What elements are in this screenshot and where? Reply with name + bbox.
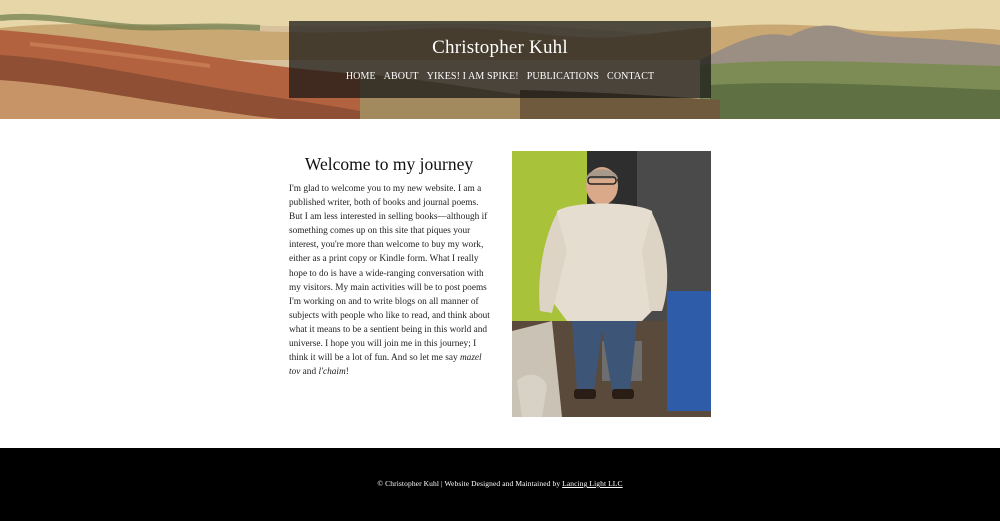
site-title-box: [289, 21, 711, 98]
welcome-paragraph: [289, 182, 491, 379]
nav-contact[interactable]: CONTACT: [607, 71, 655, 82]
nav-yikes-i-am-spike[interactable]: YIKES! I AM SPIKE!: [426, 71, 519, 82]
mazel-tov-text: mazel tov: [289, 353, 482, 378]
exclamation-text: !: [345, 367, 349, 378]
footer-copyright: © Christopher Kuhl | Website Designed and Maintained by: [377, 479, 563, 488]
nav-about[interactable]: ABOUT: [383, 71, 419, 82]
author-photo: [512, 151, 711, 417]
site-footer: [0, 448, 1000, 521]
footer-credits: [0, 479, 1000, 488]
main-nav: [289, 71, 711, 82]
footer-designer-link[interactable]: Lancing Light LLC: [562, 479, 623, 488]
welcome-paragraph-text: I'm glad to welcome you to my new website. I am a published writer, both of books and journal poems. But I am less interested in selling books—although if something comes up on this site that piques your interest, you're more than welcome to buy my work, either as a print copy or Kindle form. What I really hope to do is have a wide-ranging conversation with my visitors. My main activities will be to post poems I'm working on and to write blogs on all manner of subjects with people who like to read, and think about what it means to be a sentient being in this world and universe. I hope you will join me in this journey; I think it will be a lot of fun. And so let me say: [289, 184, 490, 364]
main-content: [289, 151, 711, 417]
site-title[interactable]: Christopher Kuhl: [432, 37, 568, 58]
nav-publications[interactable]: PUBLICATIONS: [526, 71, 600, 82]
nav-home[interactable]: HOME: [345, 71, 376, 82]
header-banner: [0, 0, 1000, 119]
lchaim-text: l'chaim: [318, 367, 346, 378]
page-heading: Welcome to my journey: [304, 154, 474, 174]
and-text: and: [300, 367, 319, 378]
